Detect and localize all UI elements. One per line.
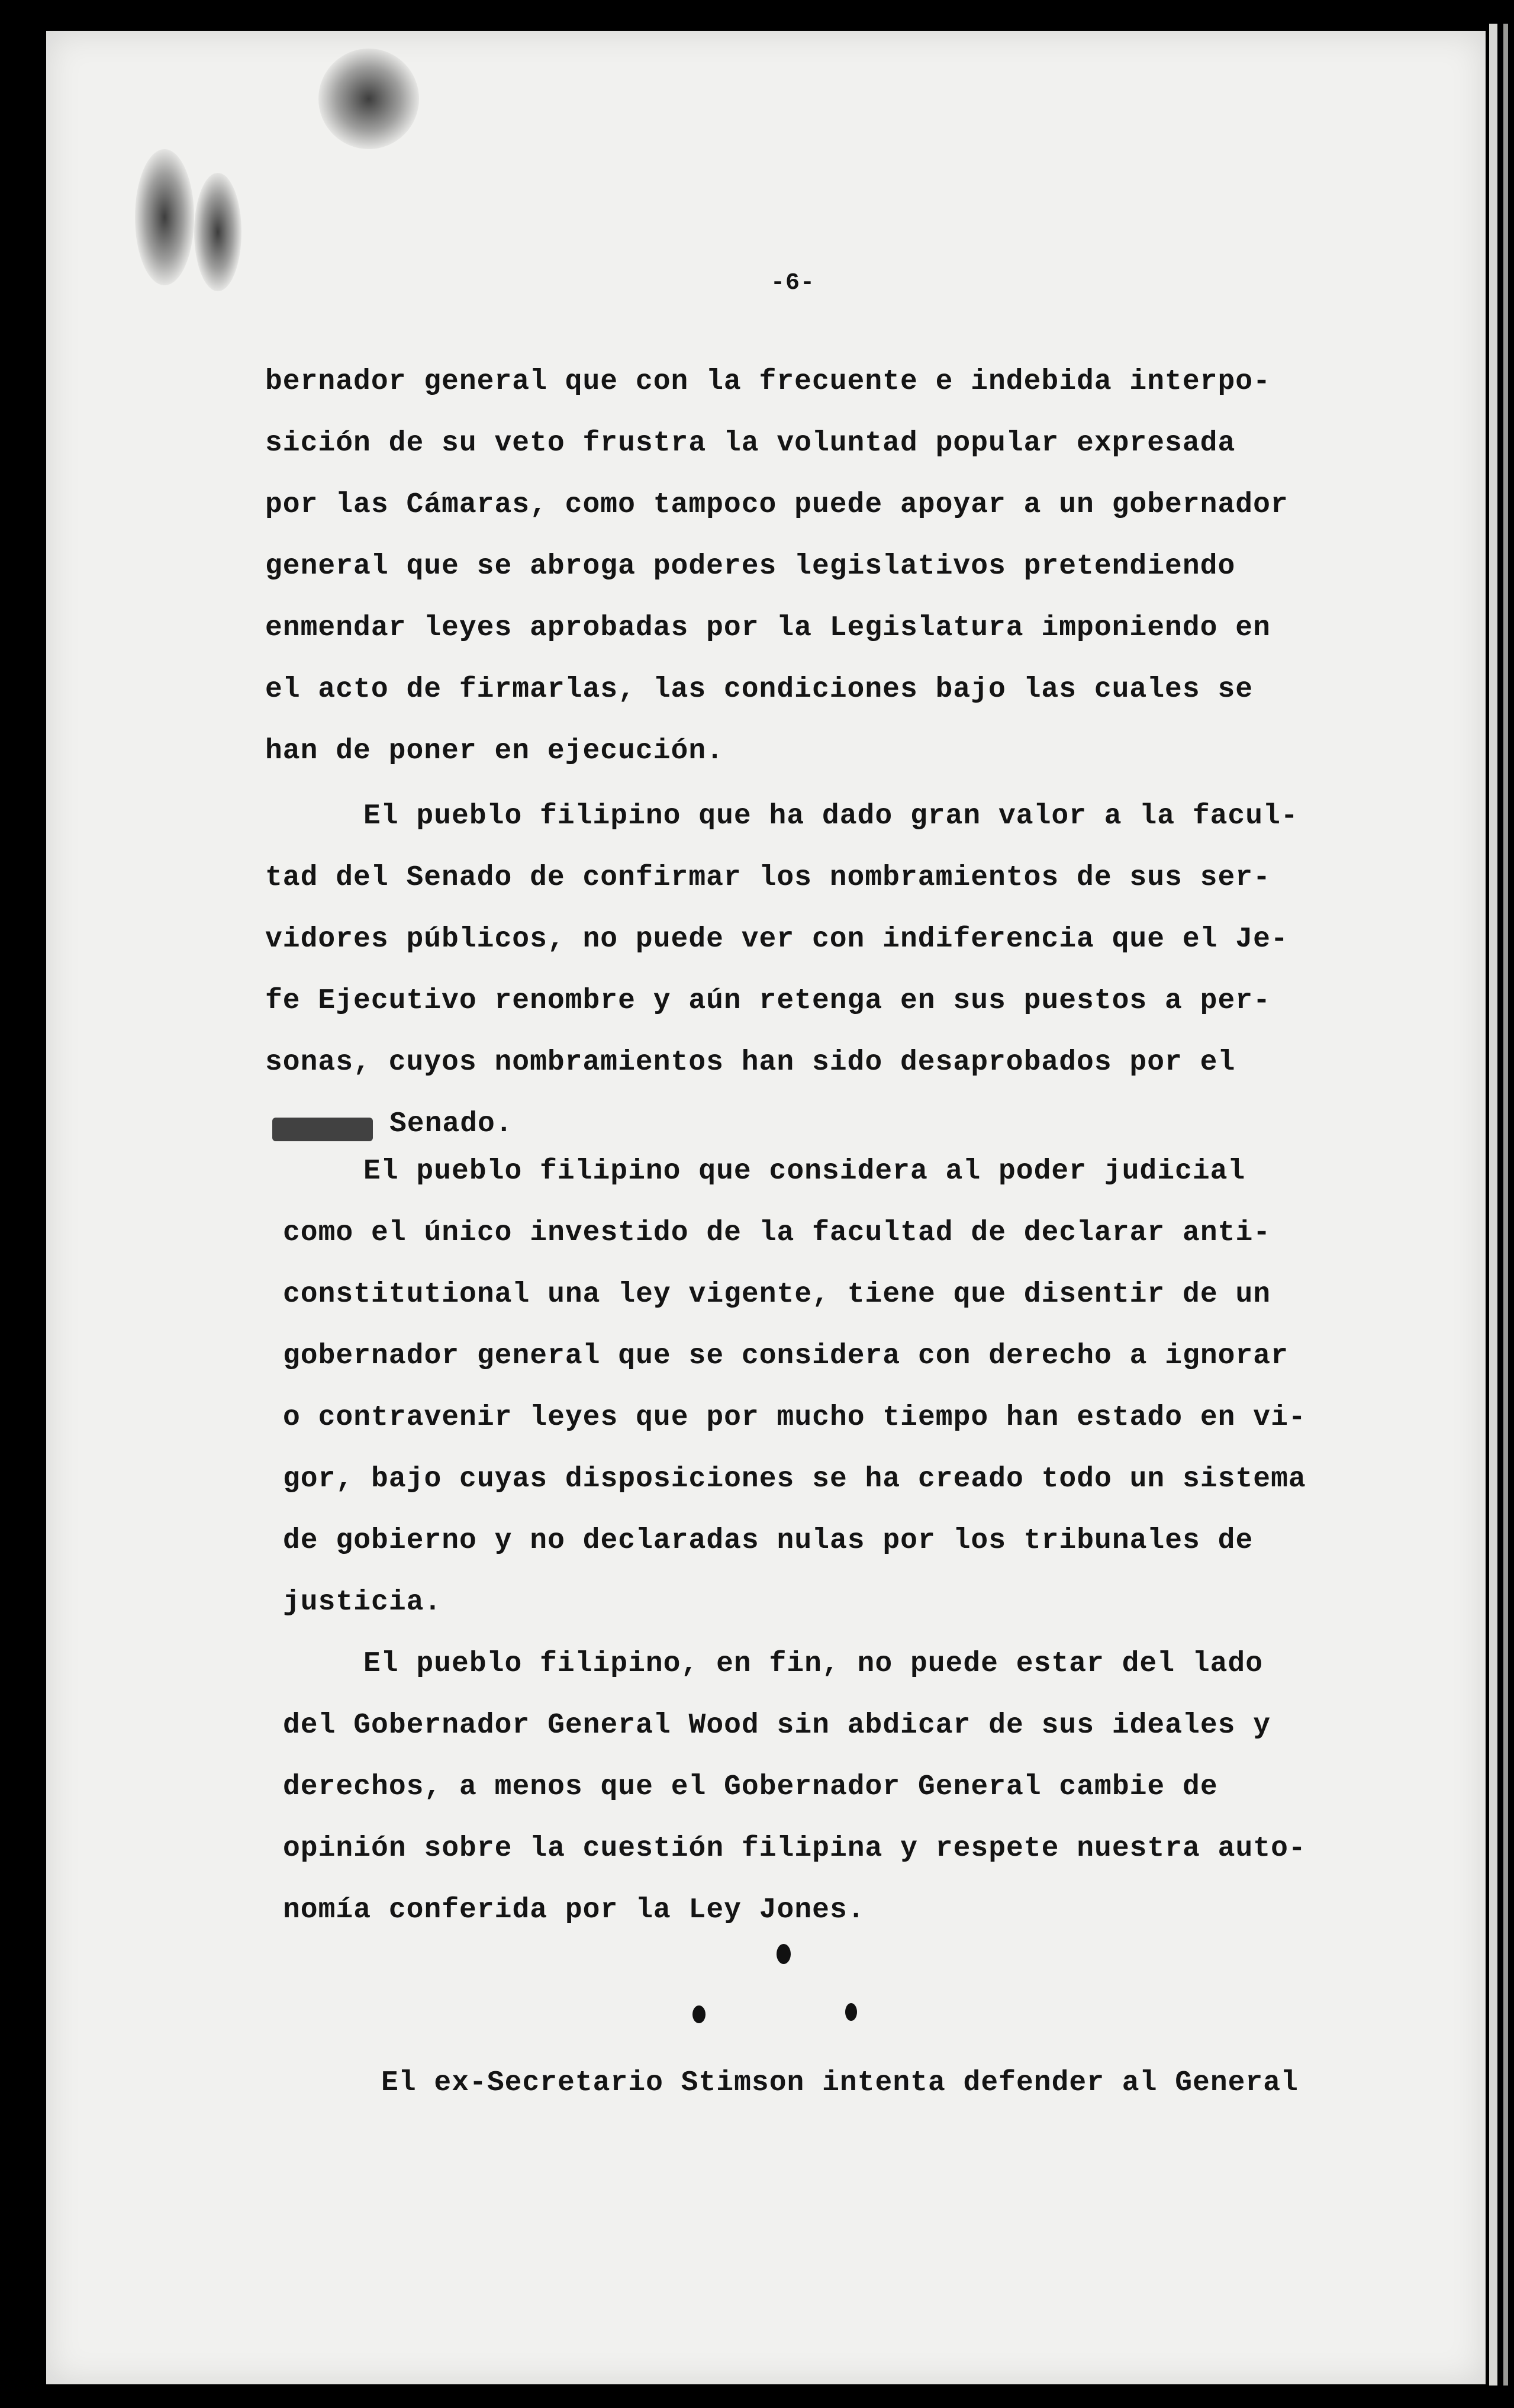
page-edge-right: [1489, 24, 1497, 2386]
text-line: El pueblo filipino que ha dado gran valor a la facul-: [363, 800, 1299, 832]
text-line: o contravenir leyes que por mucho tiempo han estado en vi-: [283, 1402, 1306, 1434]
text-line: constitutional una ley vigente, tiene que disentir de un: [283, 1279, 1271, 1311]
typed-page: [46, 31, 1486, 2384]
text-line: El pueblo filipino, en fin, no puede estar del lado: [363, 1648, 1264, 1680]
struck-out-word: [272, 1118, 373, 1141]
text-line: vidores públicos, no puede ver con indiferencia que el Je-: [265, 923, 1288, 955]
text-line: justicia.: [283, 1586, 442, 1618]
text-line: como el único investido de la facultad de declarar anti-: [283, 1217, 1271, 1249]
text-line: sición de su veto frustra la voluntad popular expresada: [265, 427, 1236, 459]
text-line: gor, bajo cuyas disposiciones se ha creado todo un sistema: [283, 1463, 1306, 1495]
text-line: nomía conferida por la Ley Jones.: [283, 1894, 865, 1926]
text-line: opinión sobre la cuestión filipina y respete nuestra auto-: [283, 1833, 1306, 1865]
text-line: gobernador general que se considera con derecho a ignorar: [283, 1340, 1288, 1372]
text-line: de gobierno y no declaradas nulas por los tribunales de: [283, 1525, 1254, 1557]
text-line: fe Ejecutivo renombre y aún retenga en sus puestos a per-: [265, 985, 1271, 1017]
text-line: del Gobernador General Wood sin abdicar de sus ideales y: [283, 1710, 1271, 1741]
text-line: general que se abroga poderes legislativos pretendiendo: [265, 551, 1236, 582]
text-line: tad del Senado de confirmar los nombramientos de sus ser-: [265, 862, 1271, 894]
text-line: han de poner en ejecución.: [265, 735, 724, 767]
text-line: El ex-Secretario Stimson intenta defender al General: [381, 2067, 1299, 2099]
section-dot: [692, 2005, 706, 2023]
text-line: sonas, cuyos nombramientos han sido desaprobados por el: [265, 1047, 1236, 1079]
section-dot: [845, 2003, 857, 2021]
text-line: El pueblo filipino que considera al poder judicial: [363, 1155, 1246, 1187]
section-dot: [777, 1944, 791, 1964]
text-line: el acto de firmarlas, las condiciones bajo las cuales se: [265, 674, 1254, 706]
typewritten-text: [46, 31, 1486, 2384]
page-number: -6-: [771, 270, 816, 297]
text-line: por las Cámaras, como tampoco puede apoyar a un gobernador: [265, 489, 1288, 521]
text-line: Senado.: [389, 1108, 513, 1140]
text-line: enmendar leyes aprobadas por la Legislatura imponiendo en: [265, 612, 1271, 644]
page-edge-right-outer: [1503, 24, 1508, 2386]
text-line: bernador general que con la frecuente e indebida interpo-: [265, 366, 1271, 398]
text-line: derechos, a menos que el Gobernador General cambie de: [283, 1771, 1218, 1803]
